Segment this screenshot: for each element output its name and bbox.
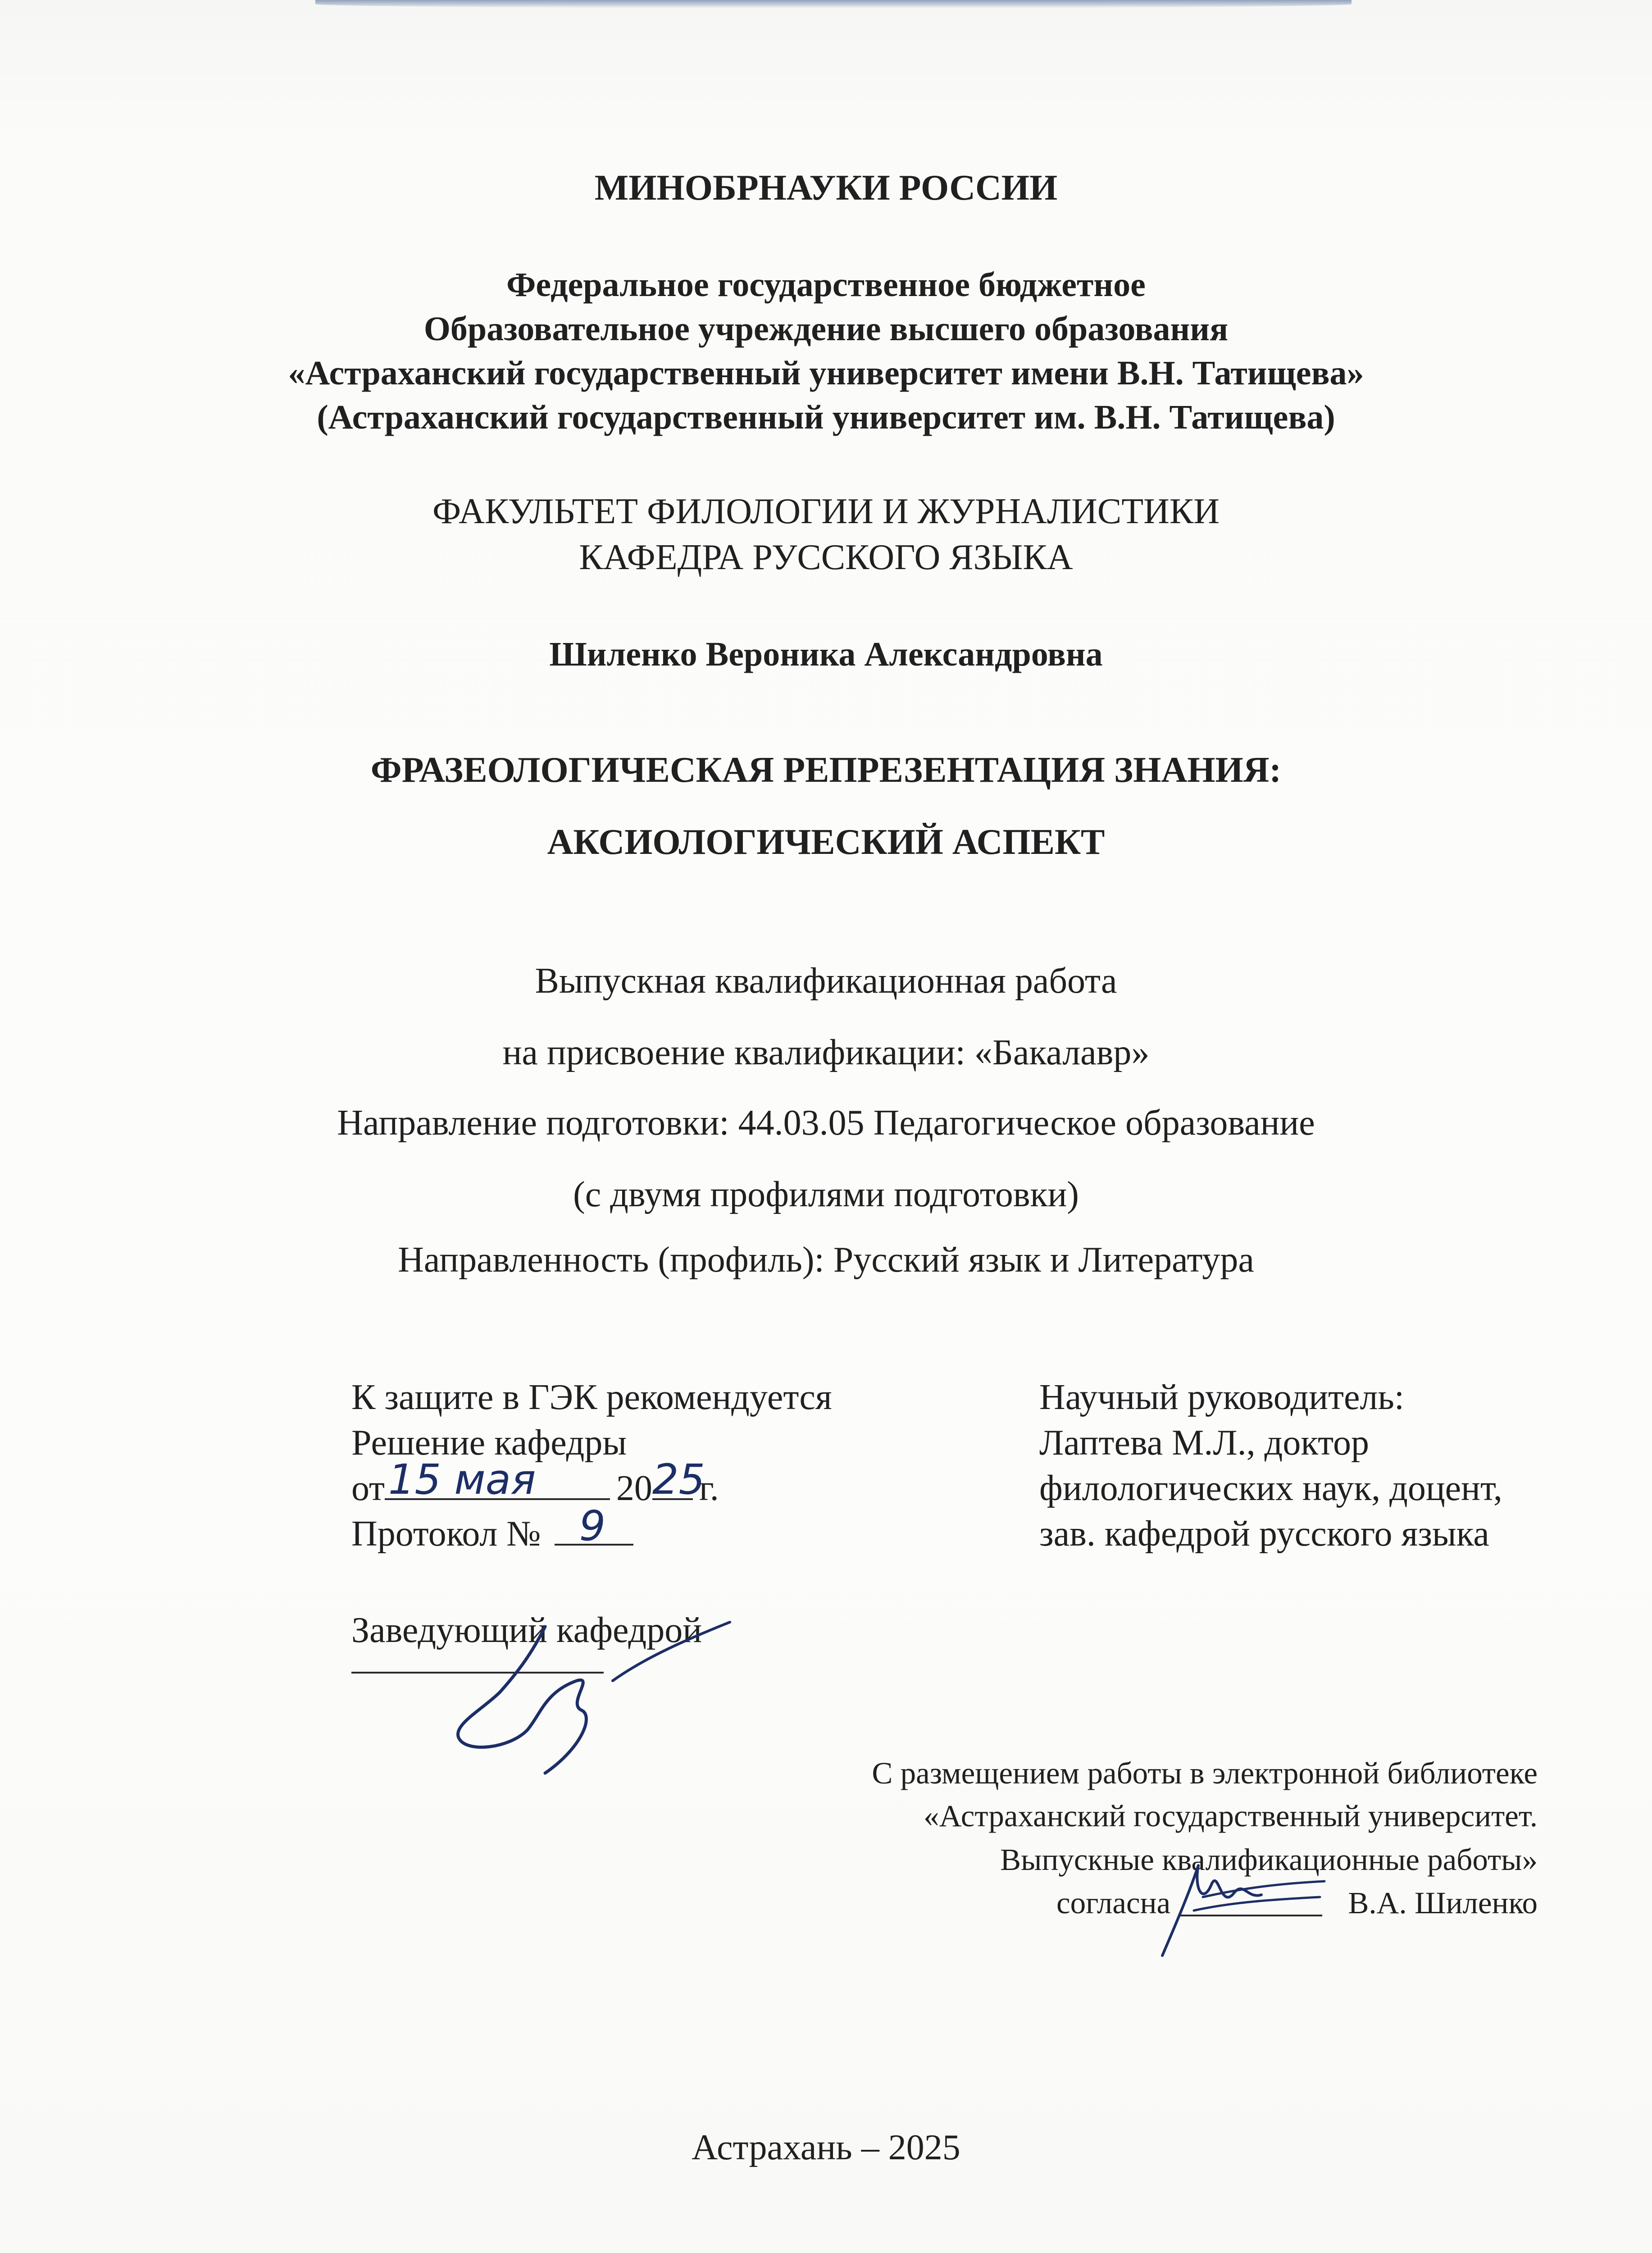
decision-date-row	[351, 1455, 719, 1511]
consent-label: согласна	[1056, 1886, 1171, 1920]
thesis-title-line-1: ФРАЗЕОЛОГИЧЕСКАЯ РЕПРЕЗЕНТАЦИЯ ЗНАНИЯ:	[370, 750, 1282, 790]
protocol-row	[351, 1502, 633, 1557]
handwritten-year: 25	[652, 1455, 705, 1504]
work-type: Выпускная квалификационная работа	[535, 961, 1117, 1001]
protocol-label: Протокол №	[351, 1514, 541, 1554]
supervisor-label: Научный руководитель:	[1039, 1377, 1405, 1417]
org-line-2: Образовательное учреждение высшего образования	[423, 310, 1229, 348]
department-decision: Решение кафедры	[351, 1423, 627, 1463]
thesis-title-line-2: АКСИОЛОГИЧЕСКИЙ АСПЕКТ	[547, 822, 1105, 862]
supervisor-name: Лаптева М.Л., доктор	[1039, 1423, 1370, 1463]
defense-recommendation: К защите в ГЭК рекомендуется	[351, 1377, 832, 1417]
author-name: Шиленко Вероника Александровна	[549, 635, 1103, 673]
consent-line-3: Выпускные квалификационные работы»	[1000, 1843, 1538, 1877]
author-signature	[1144, 1856, 1333, 1965]
protocol-blank	[555, 1502, 633, 1550]
paper-top-edge	[315, 0, 1352, 8]
org-line-3: «Астраханский государственный университет имени В.Н. Татищева»	[288, 354, 1364, 392]
study-direction: Направление подготовки: 44.03.05 Педагогическое образование	[337, 1103, 1315, 1143]
year-prefix: 20	[616, 1469, 652, 1508]
consent-line-1: С размещением работы в электронной библиотеке	[872, 1756, 1538, 1790]
date-prefix: от	[351, 1469, 385, 1508]
ministry-heading: МИНОБРНАУКИ РОССИИ	[594, 168, 1058, 208]
org-line-1: Федеральное государственное бюджетное	[506, 266, 1146, 304]
study-focus: Направленность (профиль): Русский язык и Литература	[398, 1240, 1254, 1280]
year-blank	[652, 1455, 705, 1504]
consent-author-name: В.А. Шиленко	[1348, 1886, 1538, 1920]
consent-line-2: «Астраханский государственный университет.	[924, 1799, 1538, 1833]
supervisor-degree: филологических наук, доцент,	[1039, 1469, 1502, 1508]
study-profiles-note: (с двумя профилями подготовки)	[573, 1175, 1079, 1214]
supervisor-position: зав. кафедрой русского языка	[1039, 1514, 1489, 1554]
date-blank	[385, 1455, 610, 1504]
head-signature-scribble	[432, 1613, 739, 1775]
year-suffix: г.	[699, 1469, 719, 1508]
faculty-name: ФАКУЛЬТЕТ ФИЛОЛОГИИ И ЖУРНАЛИСТИКИ	[432, 492, 1220, 531]
org-line-4: (Астраханский государственный университет им. В.Н. Татищева)	[317, 398, 1335, 436]
handwritten-protocol-number: 9	[579, 1502, 606, 1550]
department-name: КАФЕДРА РУССКОГО ЯЗЫКА	[579, 538, 1073, 577]
head-of-department-label: Заведующий кафедрой	[351, 1610, 702, 1650]
handwritten-date: 15 мая	[388, 1455, 536, 1504]
city-year: Астрахань – 2025	[692, 2128, 960, 2167]
qualification: на присвоение квалификации: «Бакалавр»	[502, 1033, 1150, 1072]
